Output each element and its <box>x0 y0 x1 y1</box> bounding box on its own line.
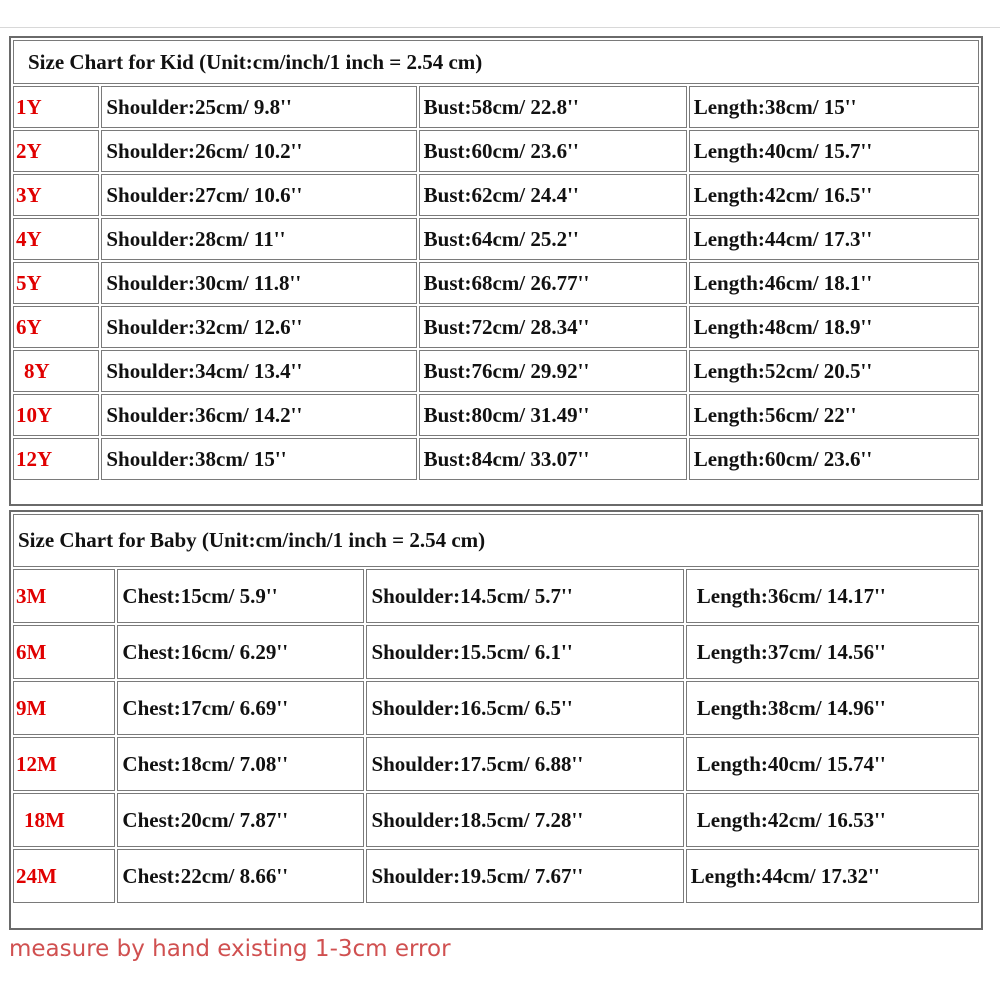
shoulder-cell: Shoulder:28cm/ 11'' <box>101 218 416 260</box>
chest-cell: Chest:22cm/ 8.66'' <box>117 849 364 903</box>
chest-cell: Chest:18cm/ 7.08'' <box>117 737 364 791</box>
kid-size-row <box>13 306 979 348</box>
size-label: 8Y <box>13 350 99 392</box>
bust-cell: Bust:72cm/ 28.34'' <box>419 306 687 348</box>
length-cell: Length:56cm/ 22'' <box>689 394 979 436</box>
baby-size-chart <box>9 510 983 930</box>
size-label: 3M <box>13 569 115 623</box>
length-cell: Length:40cm/ 15.74'' <box>686 737 979 791</box>
shoulder-cell: Shoulder:14.5cm/ 5.7'' <box>366 569 683 623</box>
shoulder-cell: Shoulder:19.5cm/ 7.67'' <box>366 849 683 903</box>
baby-size-row <box>13 625 979 679</box>
length-cell: Length:44cm/ 17.3'' <box>689 218 979 260</box>
size-label: 9M <box>13 681 115 735</box>
bust-cell: Bust:60cm/ 23.6'' <box>419 130 687 172</box>
shoulder-cell: Shoulder:17.5cm/ 6.88'' <box>366 737 683 791</box>
shoulder-cell: Shoulder:30cm/ 11.8'' <box>101 262 416 304</box>
kid-size-chart <box>9 36 983 506</box>
baby-size-table <box>11 512 981 905</box>
shoulder-cell: Shoulder:27cm/ 10.6'' <box>101 174 416 216</box>
length-cell: Length:46cm/ 18.1'' <box>689 262 979 304</box>
baby-size-row <box>13 737 979 791</box>
bust-cell: Bust:64cm/ 25.2'' <box>419 218 687 260</box>
baby-chart-title: Size Chart for Baby (Unit:cm/inch/1 inch = 2.54 cm) <box>13 514 979 567</box>
kid-size-row <box>13 394 979 436</box>
kid-size-row <box>13 350 979 392</box>
shoulder-cell: Shoulder:18.5cm/ 7.28'' <box>366 793 683 847</box>
length-cell: Length:40cm/ 15.7'' <box>689 130 979 172</box>
size-label: 2Y <box>13 130 99 172</box>
kid-size-row <box>13 438 979 480</box>
size-label: 5Y <box>13 262 99 304</box>
length-cell: Length:42cm/ 16.53'' <box>686 793 979 847</box>
size-label: 3Y <box>13 174 99 216</box>
kid-size-row <box>13 86 979 128</box>
size-label: 4Y <box>13 218 99 260</box>
baby-size-row <box>13 569 979 623</box>
kid-chart-title: Size Chart for Kid (Unit:cm/inch/1 inch = 2.54 cm) <box>13 40 979 84</box>
length-cell: Length:48cm/ 18.9'' <box>689 306 979 348</box>
bust-cell: Bust:58cm/ 22.8'' <box>419 86 687 128</box>
size-label: 6M <box>13 625 115 679</box>
bust-cell: Bust:84cm/ 33.07'' <box>419 438 687 480</box>
size-label: 6Y <box>13 306 99 348</box>
kid-size-row <box>13 174 979 216</box>
length-cell: Length:42cm/ 16.5'' <box>689 174 979 216</box>
length-cell: Length:37cm/ 14.56'' <box>686 625 979 679</box>
baby-size-row <box>13 793 979 847</box>
length-cell: Length:60cm/ 23.6'' <box>689 438 979 480</box>
length-cell: Length:38cm/ 15'' <box>689 86 979 128</box>
length-cell: Length:36cm/ 14.17'' <box>686 569 979 623</box>
shoulder-cell: Shoulder:38cm/ 15'' <box>101 438 416 480</box>
size-label: 24M <box>13 849 115 903</box>
bust-cell: Bust:68cm/ 26.77'' <box>419 262 687 304</box>
top-divider <box>0 27 1000 28</box>
shoulder-cell: Shoulder:36cm/ 14.2'' <box>101 394 416 436</box>
size-label: 12M <box>13 737 115 791</box>
chest-cell: Chest:17cm/ 6.69'' <box>117 681 364 735</box>
shoulder-cell: Shoulder:34cm/ 13.4'' <box>101 350 416 392</box>
bust-cell: Bust:80cm/ 31.49'' <box>419 394 687 436</box>
length-cell: Length:38cm/ 14.96'' <box>686 681 979 735</box>
kid-size-row <box>13 262 979 304</box>
shoulder-cell: Shoulder:26cm/ 10.2'' <box>101 130 416 172</box>
chest-cell: Chest:15cm/ 5.9'' <box>117 569 364 623</box>
shoulder-cell: Shoulder:15.5cm/ 6.1'' <box>366 625 683 679</box>
size-label: 1Y <box>13 86 99 128</box>
shoulder-cell: Shoulder:32cm/ 12.6'' <box>101 306 416 348</box>
chest-cell: Chest:16cm/ 6.29'' <box>117 625 364 679</box>
measurement-note: measure by hand existing 1-3cm error <box>9 936 451 962</box>
bust-cell: Bust:62cm/ 24.4'' <box>419 174 687 216</box>
baby-size-row <box>13 849 979 903</box>
kid-size-table <box>11 38 981 482</box>
shoulder-cell: Shoulder:25cm/ 9.8'' <box>101 86 416 128</box>
chest-cell: Chest:20cm/ 7.87'' <box>117 793 364 847</box>
kid-size-row <box>13 218 979 260</box>
length-cell: Length:44cm/ 17.32'' <box>686 849 979 903</box>
kid-size-row <box>13 130 979 172</box>
size-label: 12Y <box>13 438 99 480</box>
size-label: 18M <box>13 793 115 847</box>
baby-size-row <box>13 681 979 735</box>
length-cell: Length:52cm/ 20.5'' <box>689 350 979 392</box>
bust-cell: Bust:76cm/ 29.92'' <box>419 350 687 392</box>
size-label: 10Y <box>13 394 99 436</box>
shoulder-cell: Shoulder:16.5cm/ 6.5'' <box>366 681 683 735</box>
